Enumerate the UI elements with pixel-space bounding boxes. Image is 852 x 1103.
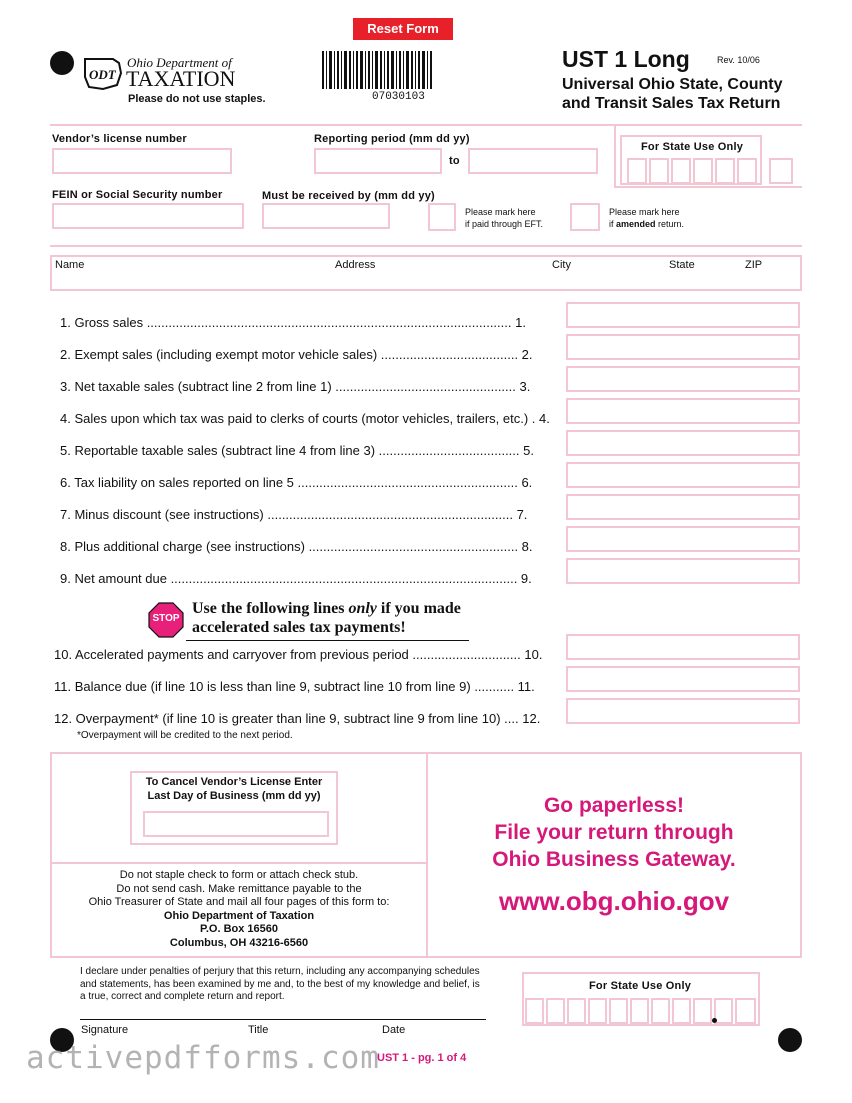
- state-use-bottom-cell: [588, 998, 607, 1024]
- state-use-bottom-cell: [630, 998, 649, 1024]
- reporting-period-label: Reporting period (mm dd yy): [314, 133, 470, 145]
- address-zip-label: ZIP: [745, 259, 763, 271]
- cancel-label-2: Last Day of Business (mm dd yy): [147, 790, 321, 802]
- state-use-cell: [627, 158, 647, 184]
- line-item-11: 11. Balance due (if line 10 is less than line 9, subtract line 10 from line 9) ........... 11.: [54, 679, 535, 694]
- reporting-period-to-field[interactable]: [468, 148, 598, 174]
- eft-checkbox[interactable]: [428, 203, 456, 231]
- state-use-bottom-label: For State Use Only: [589, 980, 692, 992]
- line-item-10: 10. Accelerated payments and carryover from previous period .............................. 10.: [54, 647, 543, 662]
- line-6-amount[interactable]: [566, 462, 800, 488]
- mail-line-6: Columbus, OH 43216-6560: [169, 936, 309, 949]
- ohio-logo-icon: [83, 57, 123, 91]
- address-city-label: City: [552, 259, 571, 271]
- amended-note-1: Please mark here: [609, 207, 680, 217]
- registration-mark: [778, 1028, 802, 1052]
- line-item-4: 4. Sales upon which tax was paid to clerks of courts (motor vehicles, trailers, etc.) . 4.: [60, 411, 550, 426]
- line-4-amount[interactable]: [566, 398, 800, 424]
- fein-label: FEIN or Social Security number: [52, 189, 223, 201]
- state-use-cell: [737, 158, 757, 184]
- address-state-label: State: [669, 259, 695, 271]
- overpayment-note: *Overpayment will be credited to the next period.: [77, 730, 293, 741]
- mail-line-4: Ohio Department of Taxation: [163, 909, 315, 922]
- state-use-cell: [671, 158, 691, 184]
- promo-text: [428, 792, 800, 873]
- stop-underline: [186, 640, 469, 641]
- state-use-bottom-cell: [609, 998, 628, 1024]
- state-use-bottom-cell: [651, 998, 670, 1024]
- last-day-of-business-field[interactable]: [143, 811, 329, 837]
- state-use-label: For State Use Only: [641, 141, 744, 153]
- line-item-6: 6. Tax liability on sales reported on line 5 ............................................................. 6.: [60, 475, 533, 490]
- svg-text:ODT: ODT: [89, 67, 116, 82]
- mail-instructions: [52, 869, 426, 950]
- bottom-left-divider: [50, 862, 428, 864]
- state-use-bottom-cell: [567, 998, 586, 1024]
- amended-note-pre: if: [609, 219, 617, 229]
- amended-note-post: return.: [655, 219, 685, 229]
- header-divider-vertical: [614, 124, 616, 187]
- vendor-license-field[interactable]: [52, 148, 232, 174]
- promo-line-2: File your return through: [494, 821, 734, 844]
- to-label: to: [449, 155, 460, 167]
- cancel-label-1: To Cancel Vendor’s License Enter: [145, 776, 323, 788]
- barcode: [322, 51, 432, 89]
- line-10-amount[interactable]: [566, 634, 800, 660]
- line-8-amount[interactable]: [566, 526, 800, 552]
- amended-note-2: [609, 218, 684, 230]
- barcode-number: 07030103: [372, 91, 425, 103]
- mail-line-3: Ohio Treasurer of State and mail all four pages of this form to:: [88, 896, 390, 908]
- watermark: activepdfforms.com: [26, 1040, 380, 1076]
- form-subtitle-2: and Transit Sales Tax Return: [562, 95, 781, 112]
- line-7-amount[interactable]: [566, 494, 800, 520]
- header-rule: [614, 186, 802, 188]
- line-item-8: 8. Plus additional charge (see instructions) .......................................................... 8.: [60, 539, 533, 554]
- stop-text-pre: Use the following lines: [192, 600, 349, 617]
- signature-line: [80, 1019, 486, 1020]
- promo-url[interactable]: www.obg.ohio.gov: [498, 886, 730, 916]
- fein-field[interactable]: [52, 203, 244, 229]
- reporting-period-from-field[interactable]: [314, 148, 442, 174]
- address-address-label: Address: [335, 259, 376, 271]
- eft-note-2: if paid through EFT.: [465, 219, 544, 229]
- line-5-amount[interactable]: [566, 430, 800, 456]
- form-rev: Rev. 10/06: [717, 55, 760, 65]
- staples-note: Please do not use staples.: [128, 93, 266, 105]
- title-label: Title: [248, 1024, 269, 1036]
- state-use-bottom-cell: [693, 998, 712, 1024]
- amended-note-bold: amended: [616, 219, 656, 229]
- state-use-cell: [715, 158, 735, 184]
- stop-sign-label: STOP: [152, 613, 180, 624]
- mail-line-2: Do not send cash. Make remittance payable to the: [116, 882, 362, 895]
- must-receive-field[interactable]: [262, 203, 390, 229]
- line-item-9: 9. Net amount due ................................................................................................ 9.: [60, 571, 532, 586]
- address-name-label: Name: [55, 259, 85, 271]
- line-item-3: 3. Net taxable sales (subtract line 2 from line 1) .................................................. 3.: [60, 379, 531, 394]
- line-12-amount[interactable]: [566, 698, 800, 724]
- line-2-amount[interactable]: [566, 334, 800, 360]
- declaration-text: I declare under penalties of perjury that this return, including any accompanying schedules and statements, has been examined by me and, to the best of my knowledge and belief, is a true, correct and complete return and report.: [80, 966, 480, 1002]
- state-use-bottom-cell: [525, 998, 544, 1024]
- line-item-1: 1. Gross sales ..................................................................................................... 1.: [60, 315, 526, 330]
- must-receive-label: Must be received by (mm dd yy): [262, 190, 435, 202]
- state-use-cell: [693, 158, 713, 184]
- registration-mark: [50, 51, 74, 75]
- amended-checkbox[interactable]: [570, 203, 600, 231]
- line-item-12: 12. Overpayment* (if line 10 is greater than line 9, subtract line 9 from line 10) .... 12.: [54, 711, 541, 726]
- agency-line2: TAXATION: [126, 66, 236, 91]
- line-3-amount[interactable]: [566, 366, 800, 392]
- header-rule: [50, 124, 802, 126]
- mail-line-5: P.O. Box 16560: [199, 923, 279, 935]
- page-footer: UST 1 - pg. 1 of 4: [377, 1052, 467, 1064]
- line-9-amount[interactable]: [566, 558, 800, 584]
- date-label: Date: [382, 1024, 406, 1036]
- agency-logo: [83, 57, 123, 91]
- agency-line1: Ohio Department of: [127, 55, 232, 70]
- stop-text-2: accelerated sales tax payments!: [192, 619, 406, 636]
- signature-field[interactable]: [80, 1002, 486, 1019]
- reset-form-button[interactable]: Reset Form: [353, 18, 453, 40]
- signature-label: Signature: [81, 1024, 129, 1036]
- state-use-cell: [649, 158, 669, 184]
- line-item-7: 7. Minus discount (see instructions) .................................................................... 7.: [60, 507, 528, 522]
- mail-line-1: Do not staple check to form or attach check stub.: [119, 869, 359, 881]
- vendor-license-label: Vendor’s license number: [52, 133, 187, 145]
- small-dot: [712, 1018, 717, 1023]
- stop-text-emphasis: only: [348, 600, 377, 617]
- stop-text-post: if you made: [376, 600, 461, 617]
- header-rule: [50, 245, 802, 247]
- stop-text-1: [192, 600, 461, 618]
- promo-line-3: Ohio Business Gateway.: [492, 848, 736, 871]
- state-use-cell: [769, 158, 793, 184]
- form-subtitle-1: Universal Ohio State, County: [562, 76, 783, 93]
- line-1-amount[interactable]: [566, 302, 800, 328]
- promo-line-1: Go paperless!: [543, 794, 685, 817]
- line-item-5: 5. Reportable taxable sales (subtract line 4 from line 3) ....................................... 5.: [60, 443, 534, 458]
- state-use-bottom-cell: [546, 998, 565, 1024]
- state-use-bottom-cell: [672, 998, 691, 1024]
- line-item-2: 2. Exempt sales (including exempt motor vehicle sales) ...................................... 2.: [60, 347, 533, 362]
- form-title: UST 1 Long: [562, 46, 690, 72]
- state-use-bottom-cell: [735, 998, 756, 1024]
- line-11-amount[interactable]: [566, 666, 800, 692]
- eft-note-1: Please mark here: [465, 207, 536, 217]
